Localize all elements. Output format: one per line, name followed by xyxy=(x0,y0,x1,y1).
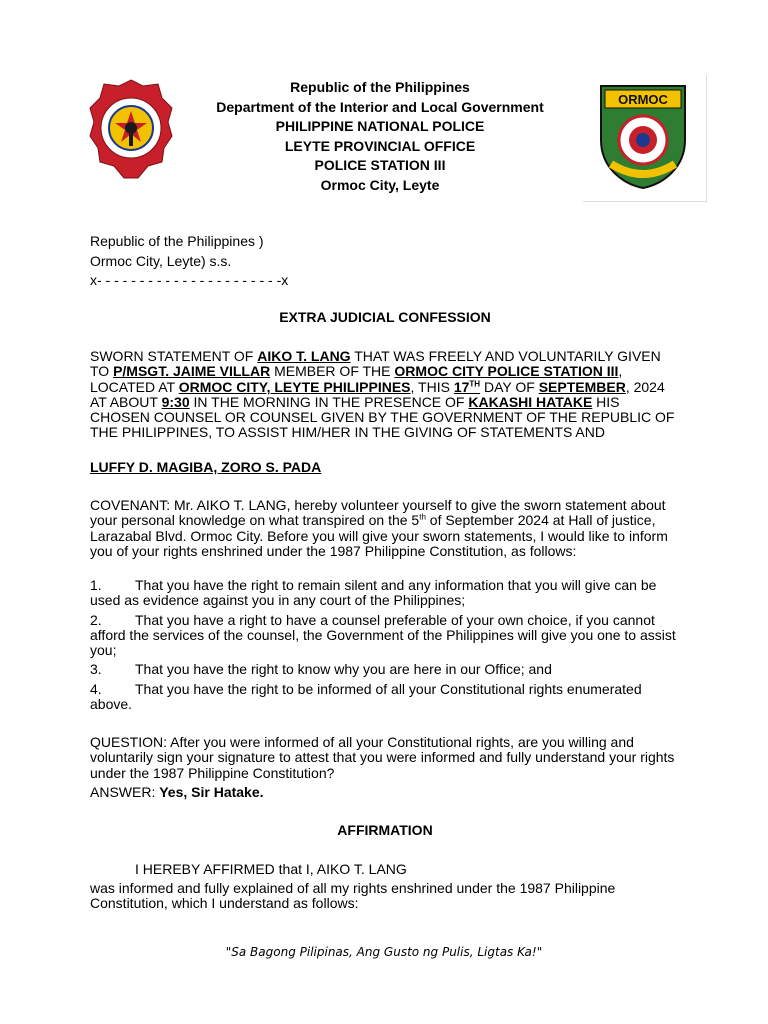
covenant-sup: th xyxy=(419,512,426,522)
right-number: 2. xyxy=(90,611,102,628)
location-name: ORMOC CITY, LEYTE PHILIPPINES xyxy=(178,378,411,395)
document-header xyxy=(180,78,580,195)
answer-line xyxy=(90,785,680,800)
pnp-seal-logo xyxy=(88,78,174,182)
statement-text-1: SWORN STATEMENT OF xyxy=(90,348,258,364)
answer-value: Yes, Sir Hatake. xyxy=(159,784,264,800)
sworn-statement-paragraph xyxy=(90,349,680,441)
ormoc-banner-text: ORMOC xyxy=(618,92,668,107)
statement-text-6: DAY OF xyxy=(480,378,539,395)
header-department: Department of the Interior and Local Government xyxy=(216,98,544,115)
counsel-name: KAKASHI HATAKE xyxy=(468,393,593,410)
question-paragraph: QUESTION: After you were informed of all your Constitutional rights, are you willing and voluntarily sign your signature to attest that you were informed and fully understand your rights under the 1987 Philippine Constitution? xyxy=(90,734,675,781)
venue-separator: x- - - - - - - - - - - - - - - - - - - - - -x xyxy=(90,272,289,288)
station-name: ORMOC CITY POLICE STATION III xyxy=(394,363,619,380)
header-agency: PHILIPPINE NATIONAL POLICE xyxy=(275,118,485,134)
right-text: That you have a right to have a counsel preferable of your own choice, if you cannot afford the services of the counsel, the Government of the Philippines will give you one to assist you; xyxy=(90,611,676,659)
statement-text-2: THAT WAS FREELY AND VOLUNTARILY GIVEN TO xyxy=(90,348,661,380)
right-item-2 xyxy=(90,613,680,659)
officer-name: P/MSGT. JAIME VILLAR xyxy=(113,363,271,380)
rights-list xyxy=(90,578,680,712)
venue-country: Republic of the Philippines ) xyxy=(90,233,264,249)
right-item-3 xyxy=(90,662,680,677)
statement-text-8: IN THE MORNING IN THE PRESENCE OF xyxy=(189,393,469,410)
header-provincial-office: LEYTE PROVINCIAL OFFICE xyxy=(284,137,476,154)
statement-text-9: HIS CHOSEN COUNSEL OR COUNSEL GIVEN BY THE GOVERNMENT OF THE REPUBLIC OF THE PHILIPPINES, TO ASSIST HIM/HER IN THE GIVING OF STATEMENTS AND xyxy=(90,393,675,441)
answer-label: ANSWER: xyxy=(90,784,160,800)
statement-time: 9:30 xyxy=(161,393,190,410)
statement-text-3: MEMBER OF THE xyxy=(270,363,395,380)
venue-block xyxy=(90,232,680,291)
right-number: 4. xyxy=(90,680,102,697)
header-station: POLICE STATION III xyxy=(314,157,446,173)
statement-day: 17TH xyxy=(453,378,481,395)
right-text: That you have the right to remain silent and any information that you will give can be used as evidence against you in any court of the Philippines; xyxy=(90,577,657,609)
header-city: Ormoc City, Leyte xyxy=(320,176,440,193)
right-item-1 xyxy=(90,578,680,609)
statement-text-7: , 2024 AT ABOUT xyxy=(90,378,665,410)
witness-names: LUFFY D. MAGIBA, ZORO S. PADA xyxy=(90,459,322,475)
covenant-paragraph xyxy=(90,498,680,559)
ormoc-police-logo xyxy=(593,80,693,192)
document-title: EXTRA JUDICIAL CONFESSION xyxy=(279,309,491,325)
affirmation-line-1: I HEREBY AFFIRMED that I, AIKO T. LANG xyxy=(135,861,407,877)
footer-slogan: "Sa Bagong Pilipinas, Ang Gusto ng Pulis, Ligtas Ka!" xyxy=(225,945,543,959)
right-text: That you have the right to know why you are here in our Office; and xyxy=(135,661,552,678)
venue-city: Ormoc City, Leyte) s.s. xyxy=(90,252,232,269)
right-number: 3. xyxy=(90,661,102,678)
header-country: Republic of the Philippines xyxy=(290,79,470,95)
affiant-name: AIKO T. LANG xyxy=(257,348,351,364)
covenant-text-2: of September 2024 at Hall of justice, Larazabal Blvd. Ormoc City. Before you will give your sworn statements, I would like to inform you of your rights enshrined under the 1987 Philippine Constitution, as follows: xyxy=(90,512,668,559)
statement-text-4: , LOCATED AT xyxy=(90,363,623,395)
covenant-text-1: COVENANT: Mr. AIKO T. LANG, hereby volunteer yourself to give the sworn statement about your personal knowledge on what transpired on the 5 xyxy=(90,497,666,529)
right-text: That you have the right to be informed of all your Constitutional rights enumerated above. xyxy=(90,680,642,713)
statement-text-5: , THIS xyxy=(410,378,454,395)
statement-month: SEPTEMBER xyxy=(538,378,626,395)
affirmation-title: AFFIRMATION xyxy=(337,822,433,838)
right-number: 1. xyxy=(90,577,102,593)
affirmation-line-2: was informed and fully explained of all my rights enshrined under the 1987 Philippine Constitution, which I understand as follows: xyxy=(90,880,616,912)
right-item-4 xyxy=(90,682,680,713)
